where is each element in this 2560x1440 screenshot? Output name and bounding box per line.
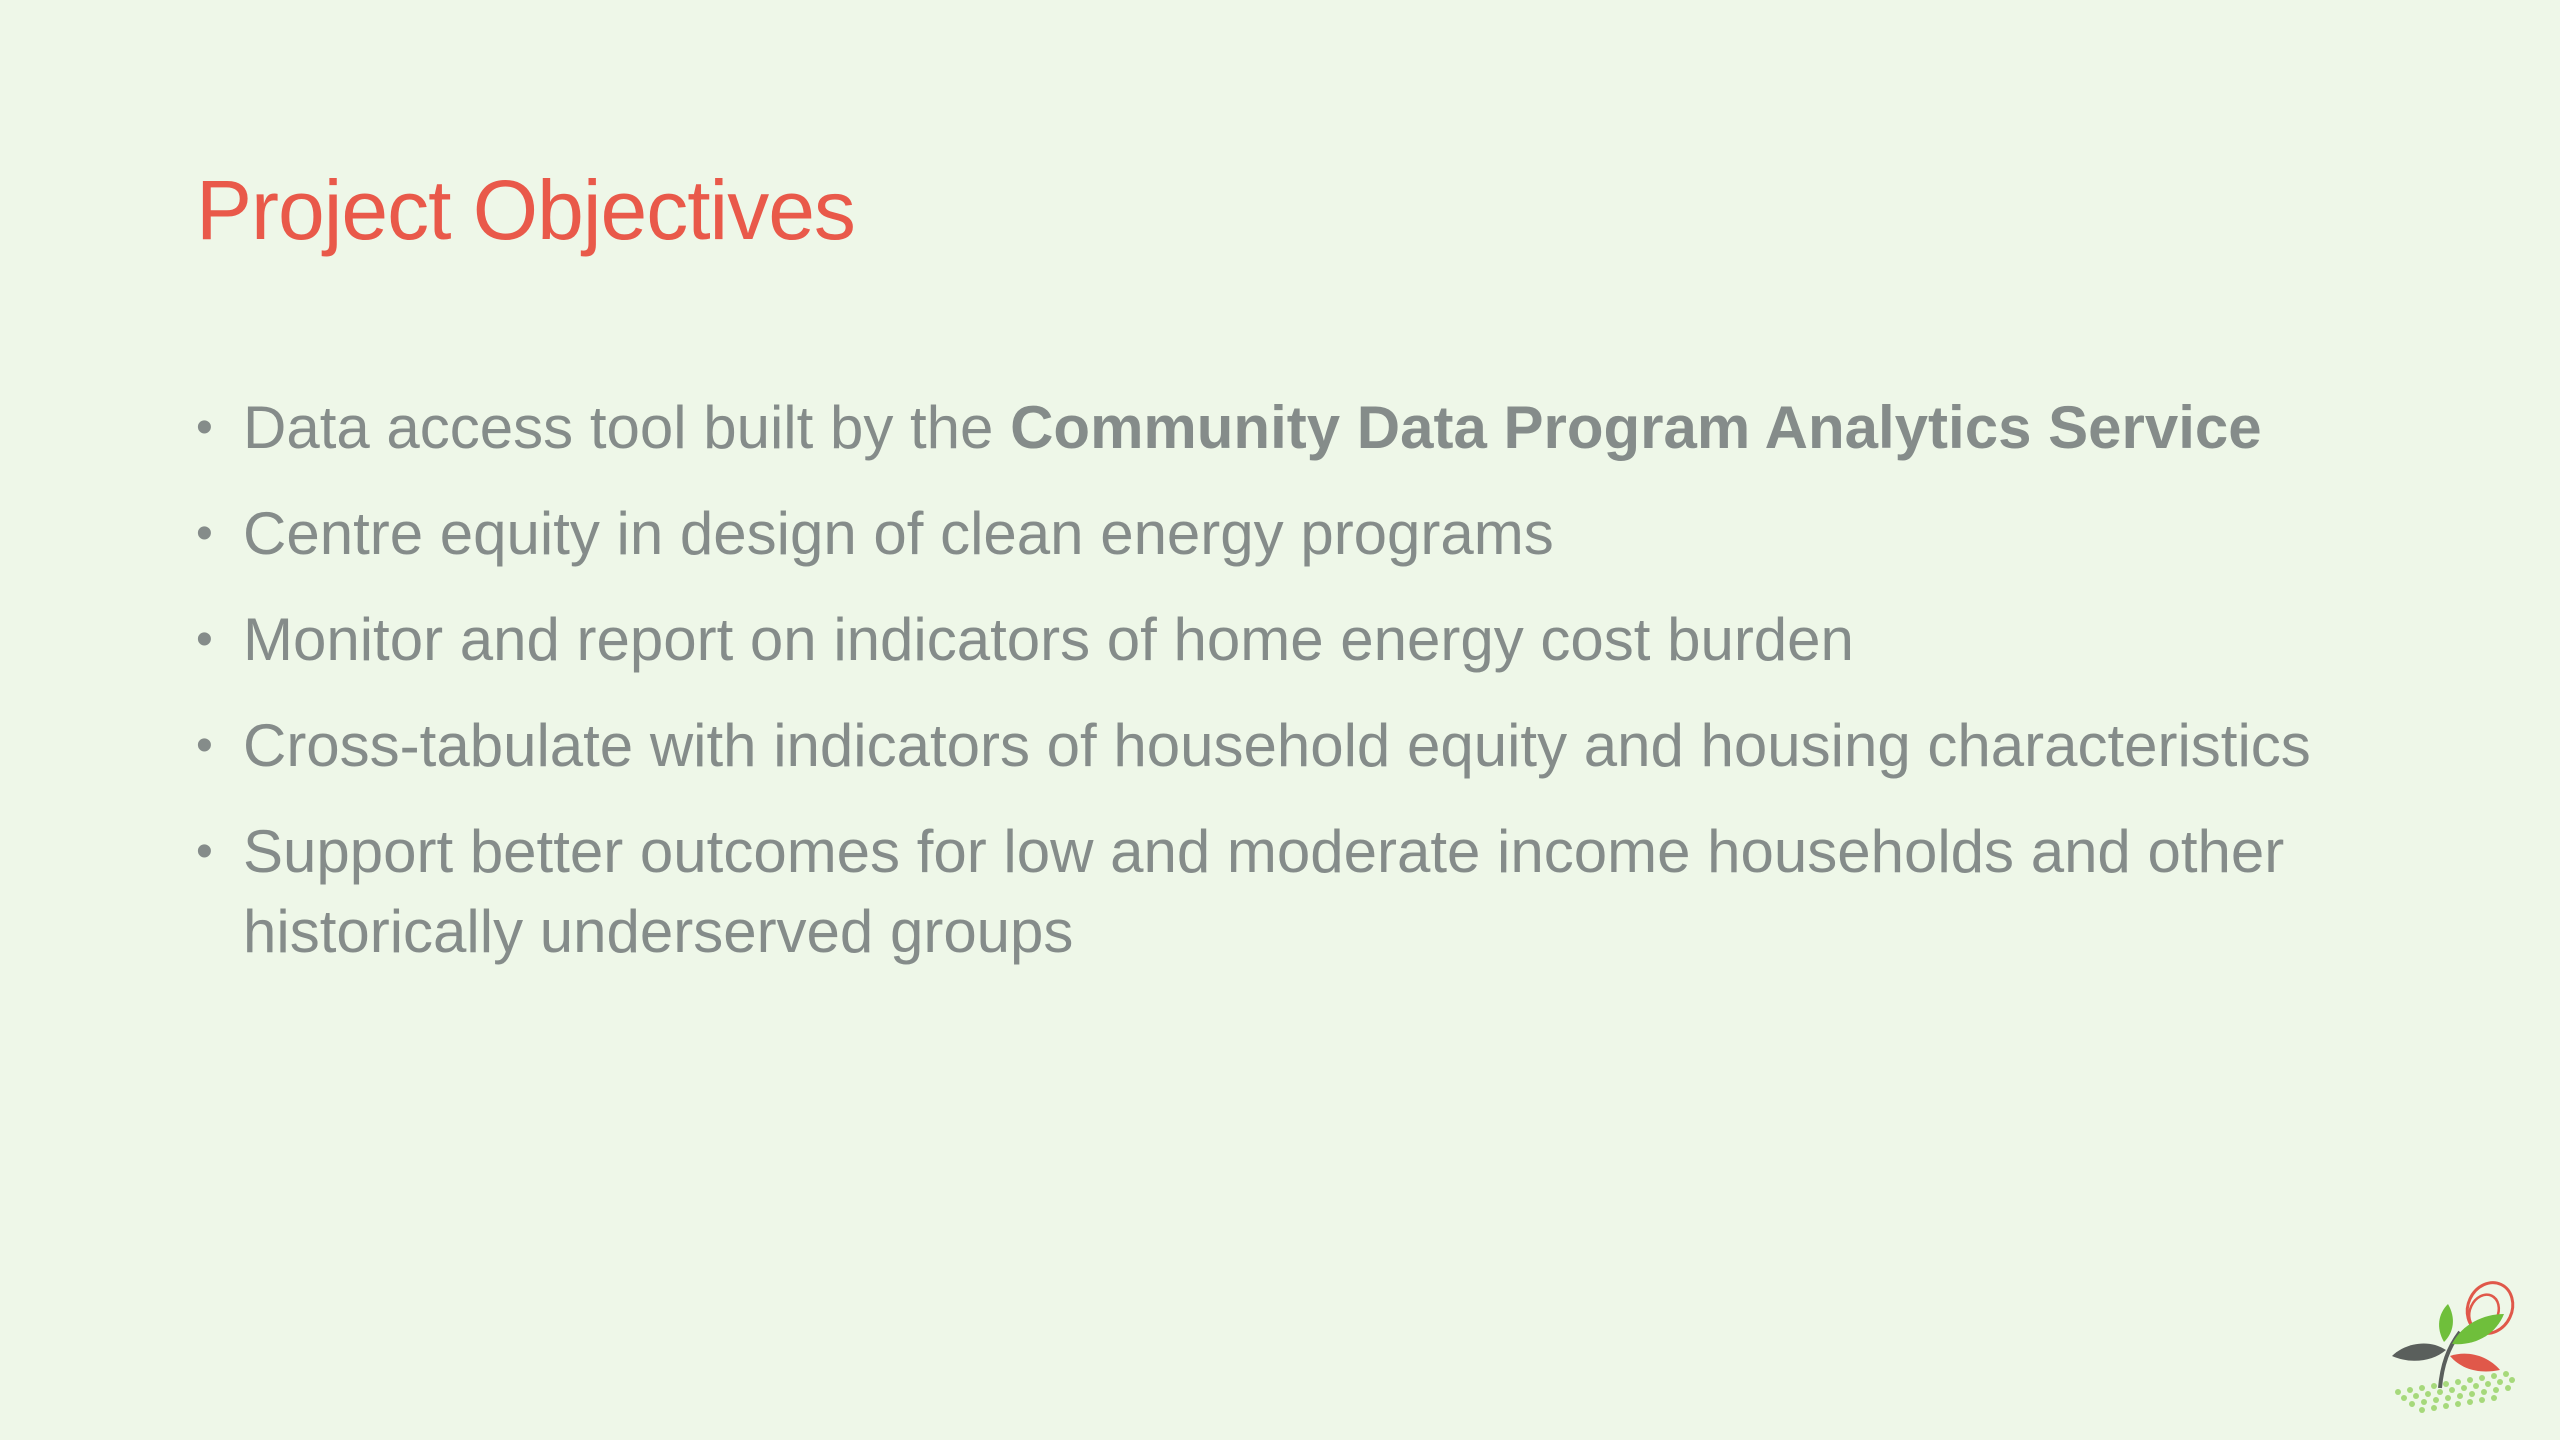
bullet-text: Cross-tabulate with indicators of household equity and housing characteristics	[243, 712, 2311, 779]
bullet-dot-icon: •	[196, 401, 213, 454]
slide-title: Project Objectives	[196, 163, 855, 257]
bullet-dot-icon: •	[196, 719, 213, 772]
bullet-dot-icon: •	[196, 825, 213, 878]
bullet-text: Support better outcomes for low and moderate income households and other historically underserved groups	[243, 818, 2285, 965]
bullet-item-cross-tabulate	[196, 706, 2336, 786]
bullet-item-monitor-report	[196, 600, 2336, 680]
bullet-text: Data access tool built by the	[243, 394, 1011, 461]
bullet-list	[196, 388, 2336, 998]
bullet-text-bold: Community Data Program Analytics Service	[1010, 394, 2262, 461]
bullet-dot-icon: •	[196, 507, 213, 560]
leaf-sprout-logo-icon	[2380, 1270, 2530, 1420]
bullet-item-support-outcomes	[196, 812, 2336, 972]
bullet-text: Monitor and report on indicators of home energy cost burden	[243, 606, 1854, 673]
bullet-item-centre-equity	[196, 494, 2336, 574]
bullet-text: Centre equity in design of clean energy programs	[243, 500, 1554, 567]
bullet-dot-icon: •	[196, 613, 213, 666]
bullet-item-cdp-tool	[196, 388, 2336, 468]
